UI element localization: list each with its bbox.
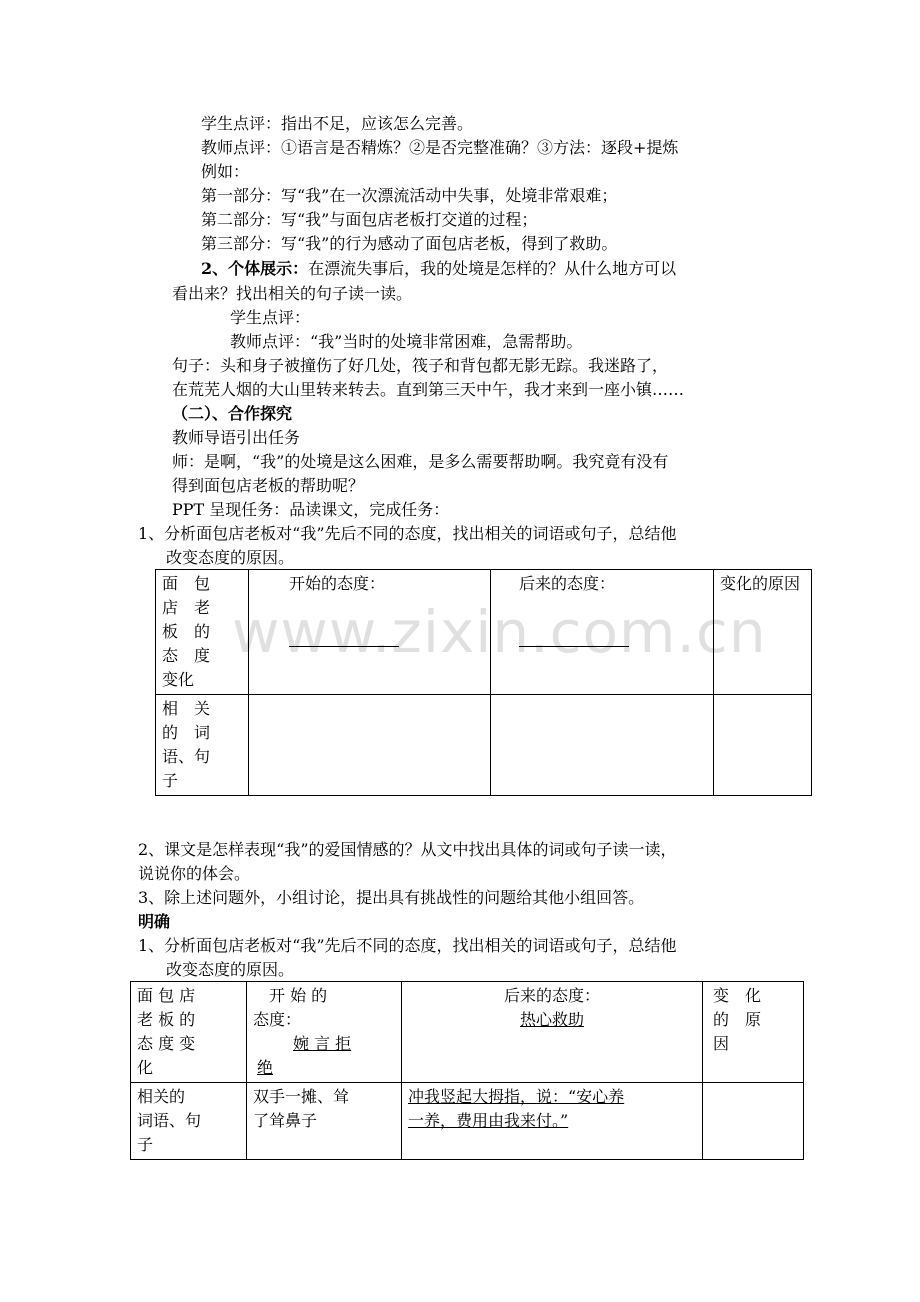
related-later-cell[interactable] bbox=[491, 695, 714, 796]
individual-show-heading: 2、个体展示： bbox=[201, 259, 309, 278]
answer-task-line-2: 改变态度的原因。 bbox=[166, 960, 295, 979]
teacher-speech-line-2: 得到面包店老板的帮助呢？ bbox=[172, 476, 365, 495]
related-initial-cell[interactable] bbox=[249, 695, 491, 796]
later-attitude-answer: 热心救助 bbox=[519, 1010, 584, 1029]
change-reason-cell: 变化的原因 bbox=[714, 570, 812, 695]
answer-heading: 明确 bbox=[138, 912, 171, 931]
task-one-line-1: 1、分析面包店老板对“我”先后不同的态度，找出相关的词语或句子，总结他 bbox=[138, 524, 677, 543]
section-heading-cooperative: （二）、合作探究 bbox=[172, 404, 293, 423]
later-attitude-answer-cell: 后来的态度： 热心救助 bbox=[402, 982, 703, 1083]
individual-show-question: 在漂流失事后，我的处境是怎样的？从什么地方可以 bbox=[308, 259, 677, 278]
ppt-task-line: PPT 呈现任务：品读课文，完成任务： bbox=[172, 500, 450, 519]
task-one-line-2: 改变态度的原因。 bbox=[166, 548, 295, 567]
teacher-comment-line-2: 教师点评：“我”当时的处境非常困难，急需帮助。 bbox=[230, 332, 583, 351]
task-two-line-1: 2、课文是怎样表现“我”的爱国情感的？从文中找出具体的词或句子读一读， bbox=[138, 840, 677, 859]
student-comment-label: 学生点评： bbox=[230, 308, 311, 327]
initial-attitude-cell: 开始的态度： bbox=[249, 570, 491, 695]
change-reason-label-cell: 变 化 的 原 因 bbox=[703, 982, 804, 1083]
row-label-attitude-2: 面 包 店 老 板 的 态 度 变 化 bbox=[131, 982, 247, 1083]
part-three-line: 第三部分：写“我”的行为感动了面包店老板，得到了救助。 bbox=[201, 234, 618, 253]
teacher-speech-line-1: 师：是啊，“我”的处境是这么困难，是多么需要帮助啊。我究竟有没有 bbox=[172, 452, 669, 471]
related-reason-cell[interactable] bbox=[714, 695, 812, 796]
attitude-table-answered bbox=[130, 981, 804, 1160]
related-reason-answer-cell[interactable] bbox=[703, 1083, 804, 1160]
later-attitude-cell: 后来的态度： bbox=[491, 570, 714, 695]
related-initial-answer-cell: 双手一摊、耸 了耸鼻子 bbox=[247, 1083, 402, 1160]
initial-attitude-answer: 婉 言 拒 bbox=[293, 1034, 352, 1053]
example-label: 例如： bbox=[201, 162, 250, 181]
answer-task-line-1: 1、分析面包店老板对“我”先后不同的态度，找出相关的词语或句子，总结他 bbox=[138, 936, 677, 955]
row-label-related: 相 关 的 词 语、句 子 bbox=[156, 695, 249, 796]
watermark: www.zixin.com.cn bbox=[232, 598, 767, 666]
initial-attitude-blank[interactable] bbox=[289, 645, 399, 647]
teacher-comment-line: 教师点评：①语言是否精炼？②是否完整准确？③方法：逐段+提炼 bbox=[201, 138, 679, 157]
part-two-line: 第二部分：写“我”与面包店老板打交道的过程； bbox=[201, 210, 538, 229]
individual-show-line bbox=[201, 258, 676, 280]
later-attitude-blank[interactable] bbox=[519, 645, 629, 647]
related-later-answer-cell: 冲我竖起大拇指，说：“安心养 一养，费用由我来付。” bbox=[402, 1083, 703, 1160]
task-two-line-2: 说说你的体会。 bbox=[138, 864, 251, 883]
individual-show-line-2: 看出来？找出相关的句子读一读。 bbox=[172, 284, 413, 303]
row-label-related-2: 相关的 词语、句 子 bbox=[131, 1083, 247, 1160]
initial-attitude-answer-cell: 开 始 的 态度： 婉 言 拒 绝 bbox=[247, 982, 402, 1083]
sentence-line-1: 句子：头和身子被撞伤了好几处，筏子和背包都无影无踪。我迷路了， bbox=[172, 356, 669, 375]
attitude-table-blank bbox=[155, 569, 812, 796]
part-one-line: 第一部分：写“我”在一次漂流活动中失事，处境非常艰难； bbox=[201, 186, 618, 205]
task-three-line: 3、除上述问题外，小组讨论，提出具有挑战性的问题给其他小组回答。 bbox=[138, 888, 645, 907]
student-comment-line: 学生点评：指出不足，应该怎么完善。 bbox=[201, 114, 474, 133]
row-label-attitude: 面 包 店 老 板 的 态 度 变化 bbox=[156, 570, 249, 695]
sentence-line-2: 在荒芜人烟的大山里转来转去。直到第三天中午，我才来到一座小镇…… bbox=[172, 380, 685, 399]
teacher-guide-line: 教师导语引出任务 bbox=[172, 428, 301, 447]
